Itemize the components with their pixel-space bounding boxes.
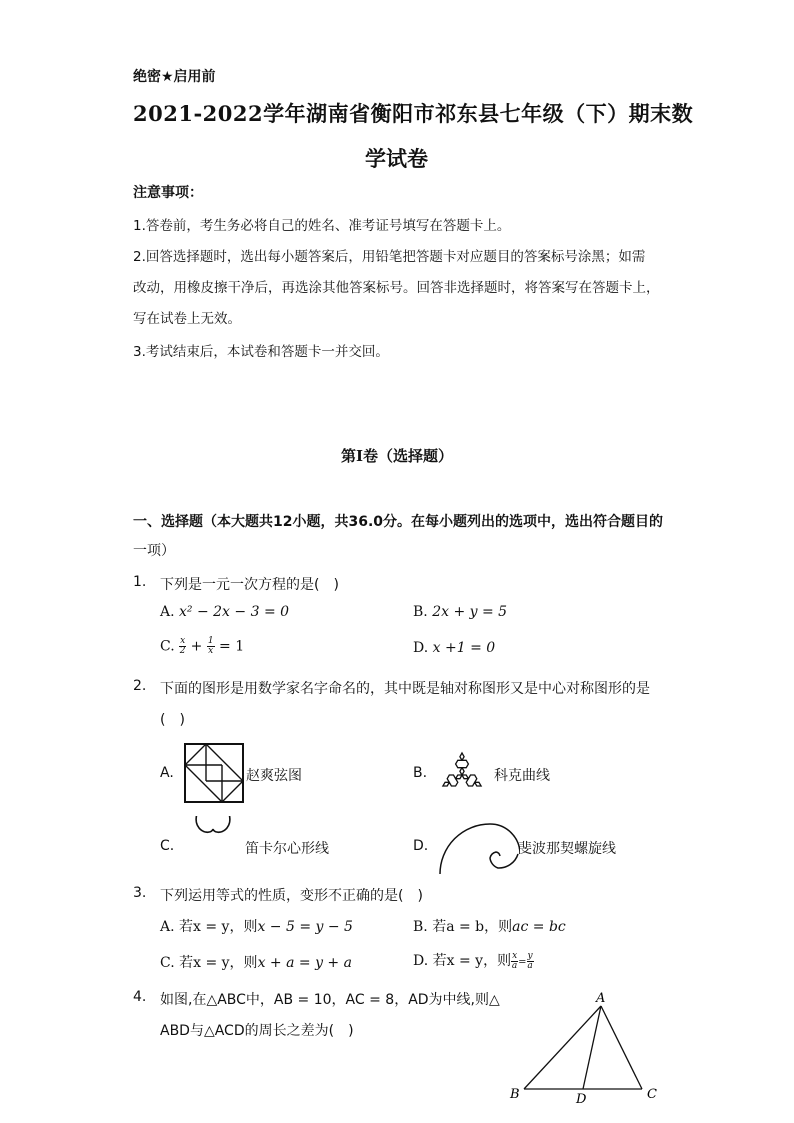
q2-option-d-text: 斐波那契螺旋线 [518,841,616,857]
note-line: 3.考试结束后，本试卷和答题卡一并交回。 [133,344,389,360]
option-label: A. [160,919,175,935]
option-label: D. [413,953,429,969]
koch-curve-figure [430,742,494,806]
note-line: 2.回答选择题时，选出每小题答案后，用铅笔把答题卡对应题目的答案标号涂黑；如需 [133,249,646,265]
option-label: B. [413,919,428,935]
question-text-cont: ( ) [160,712,185,728]
fraction: $\frac{x}{a}$ [511,950,518,971]
q3-option-c[interactable] [160,952,352,972]
question-number: 1. [133,574,147,590]
option-math: x +1 = 0 [432,640,496,656]
notes-heading: 注意事项： [133,185,203,201]
option-prefix: 若x = y，则 [179,955,258,971]
option-math: x + a = y + a [257,955,352,971]
fraction: $\frac{y}{a}$ [527,950,533,971]
confidential-mark: 绝密★启用前 [133,69,216,85]
option-math: x − 5 = y − 5 [257,919,353,935]
q2-option-b-text: 科克曲线 [494,768,550,784]
option-label: C. [160,638,175,655]
option-math: 2x + y = 5 [432,604,508,620]
option-math: x² − 2x − 3 = 0 [179,604,290,620]
option-label: A. [160,604,175,620]
q1-option-b[interactable] [413,604,507,620]
option-math: = 1 [219,638,245,655]
q2-option-b-label[interactable]: B. [413,765,428,781]
q1-option-d[interactable] [413,640,495,656]
fraction: $\frac{x}{2}$ [179,636,186,656]
q2-option-d-label[interactable]: D. [413,838,429,854]
question-text: 下列是一元一次方程的是( ) [160,577,339,593]
option-prefix: 若x = y，则 [179,919,258,935]
section-heading: 一、选择题（本大题共12小题，共36.0分。在每小题列出的选项中，选出符合题目的 [133,514,664,530]
exam-title-line2: 学试卷 [365,146,428,171]
question-text-cont: ABD与△ACD的周长之差为( ) [160,1023,354,1039]
note-line: 写在试卷上无效。 [133,311,241,327]
point-d-label: D [576,1092,587,1106]
q2-option-c-label[interactable]: C. [160,838,175,854]
side-ab [524,1006,601,1089]
option-prefix: 若a = b，则 [432,919,513,935]
vertex-b-label: B [510,1087,520,1102]
question-number: 3. [133,885,147,901]
q1-option-a[interactable] [160,604,289,620]
median-ad [583,1006,601,1089]
exam-title-line1: 2021-2022学年湖南省衡阳市祁东县七年级（下）期末数 [133,101,694,126]
part-title: 第I卷（选择题） [340,447,454,465]
q2-option-a-text: 赵爽弦图 [246,768,302,784]
question-text: 下面的图形是用数学家名字命名的，其中既是轴对称图形又是中心对称图形的是 [160,681,650,697]
vertex-a-label: A [596,991,606,1006]
side-ac [601,1006,642,1089]
q1-option-c[interactable] [160,637,244,656]
q3-option-b[interactable] [413,916,566,936]
option-label: C. [160,955,175,971]
question-number: 2. [133,678,147,694]
q3-option-d[interactable] [413,950,534,971]
option-label: B. [413,604,428,620]
q3-option-a[interactable] [160,916,353,936]
option-math: ac = bc [512,919,566,935]
question-number: 4. [133,989,147,1005]
cardioid-figure [182,816,244,874]
option-label: D. [413,640,429,656]
vertex-c-label: C [647,1087,657,1102]
note-line: 改动，用橡皮擦干净后，再选涂其他答案标号。回答非选择题时，将答案写在答题卡上， [133,280,660,296]
q2-option-a-label[interactable]: A. [160,765,174,781]
fibonacci-spiral-figure [436,816,520,876]
section-heading-cont: 一项） [133,543,175,559]
note-line: 1.答卷前，考生务必将自己的姓名、准考证号填写在答题卡上。 [133,218,511,234]
zhao-shuang-chord-figure [184,743,244,803]
question-text: 如图,在△ABC中，AB = 10，AC = 8，AD为中线,则△ [160,992,500,1008]
q2-option-c-text: 笛卡尔心形线 [245,841,329,857]
plus-sign: + [190,638,203,655]
option-prefix: 若x = y，则 [432,953,512,969]
triangle-abc-figure [504,988,664,1106]
fraction: $\frac{1}{x}$ [207,636,214,656]
equals-sign: = [518,957,527,968]
question-text: 下列运用等式的性质，变形不正确的是( ) [160,888,423,904]
